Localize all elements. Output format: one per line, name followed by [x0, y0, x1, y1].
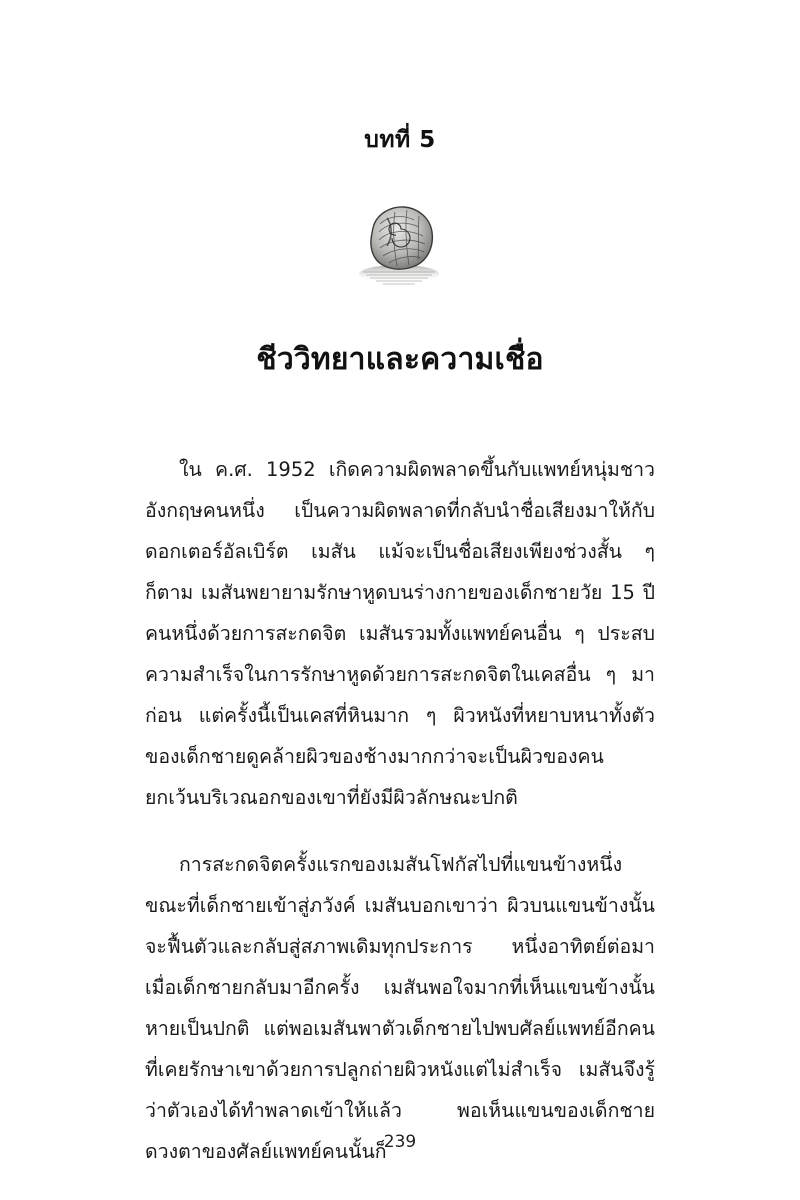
- paragraph: การสะกดจิตครั้งแรกของเมสันโฟกัสไปที่แขนข้างหนึ่ง ขณะที่เด็กชายเข้าสู่ภวังค์ เมสันบอกเขาว่า ผิวบนแขนข้างนั้นจะฟื้นตัวและกลับสู่สภาพเดิมทุกประการ หนึ่งอาทิตย์ต่อมา เมื่อเด็กชายกลับมาอีกครั้ง เมสันพอใจมากที่เห็นแขนข้างนั้นหายเป็นปกติ แต่พอเมสันพาตัวเด็กชายไปพบศัลย์แพทย์อีกคนที่เคยรักษาเขาด้วยการปลูกถ่ายผิวหนังแต่ไม่สำเร็จ เมสันจึงรู้ว่าตัวเองได้ทำพลาดเข้าให้แล้ว พอเห็นแขนของเด็กชาย ดวงตาของศัลย์แพทย์คนนั้นก็: [145, 853, 655, 1163]
- page-number: 239: [383, 1132, 417, 1152]
- chapter-label: บทที่ 5: [364, 127, 436, 153]
- engraved-stone-illustration: [335, 194, 465, 294]
- chapter-title: ชีววิทยาและความเชื่อ: [256, 342, 544, 377]
- paragraph: ใน ค.ศ. 1952 เกิดความผิดพลาดขึ้นกับแพทย์หนุ่มชาวอังกฤษคนหนึ่ง เป็นความผิดพลาดที่กลับนำชื่อเสียงมาให้กับดอกเตอร์อัลเบิร์ต เมสัน แม้จะเป็นชื่อเสียงเพียงช่วงสั้น ๆ ก็ตาม เมสันพยายามรักษาหูดบนร่างกายของเด็กชายวัย 15 ปีคนหนึ่งด้วยการสะกดจิต เมสันรวมทั้งแพทย์คนอื่น ๆ ประสบความสำเร็จในการรักษาหูดด้วยการสะกดจิตในเคสอื่น ๆ มาก่อน แต่ครั้งนี้เป็นเคสที่หินมาก ๆ ผิวหนังที่หยาบหนาทั้งตัวของเด็กชายดูคล้ายผิวของช้างมากกว่าจะเป็นผิวของคน ยกเว้นบริเวณอกของเขาที่ยังมีผิวลักษณะปกติ: [145, 458, 655, 809]
- body-text: [145, 449, 655, 1172]
